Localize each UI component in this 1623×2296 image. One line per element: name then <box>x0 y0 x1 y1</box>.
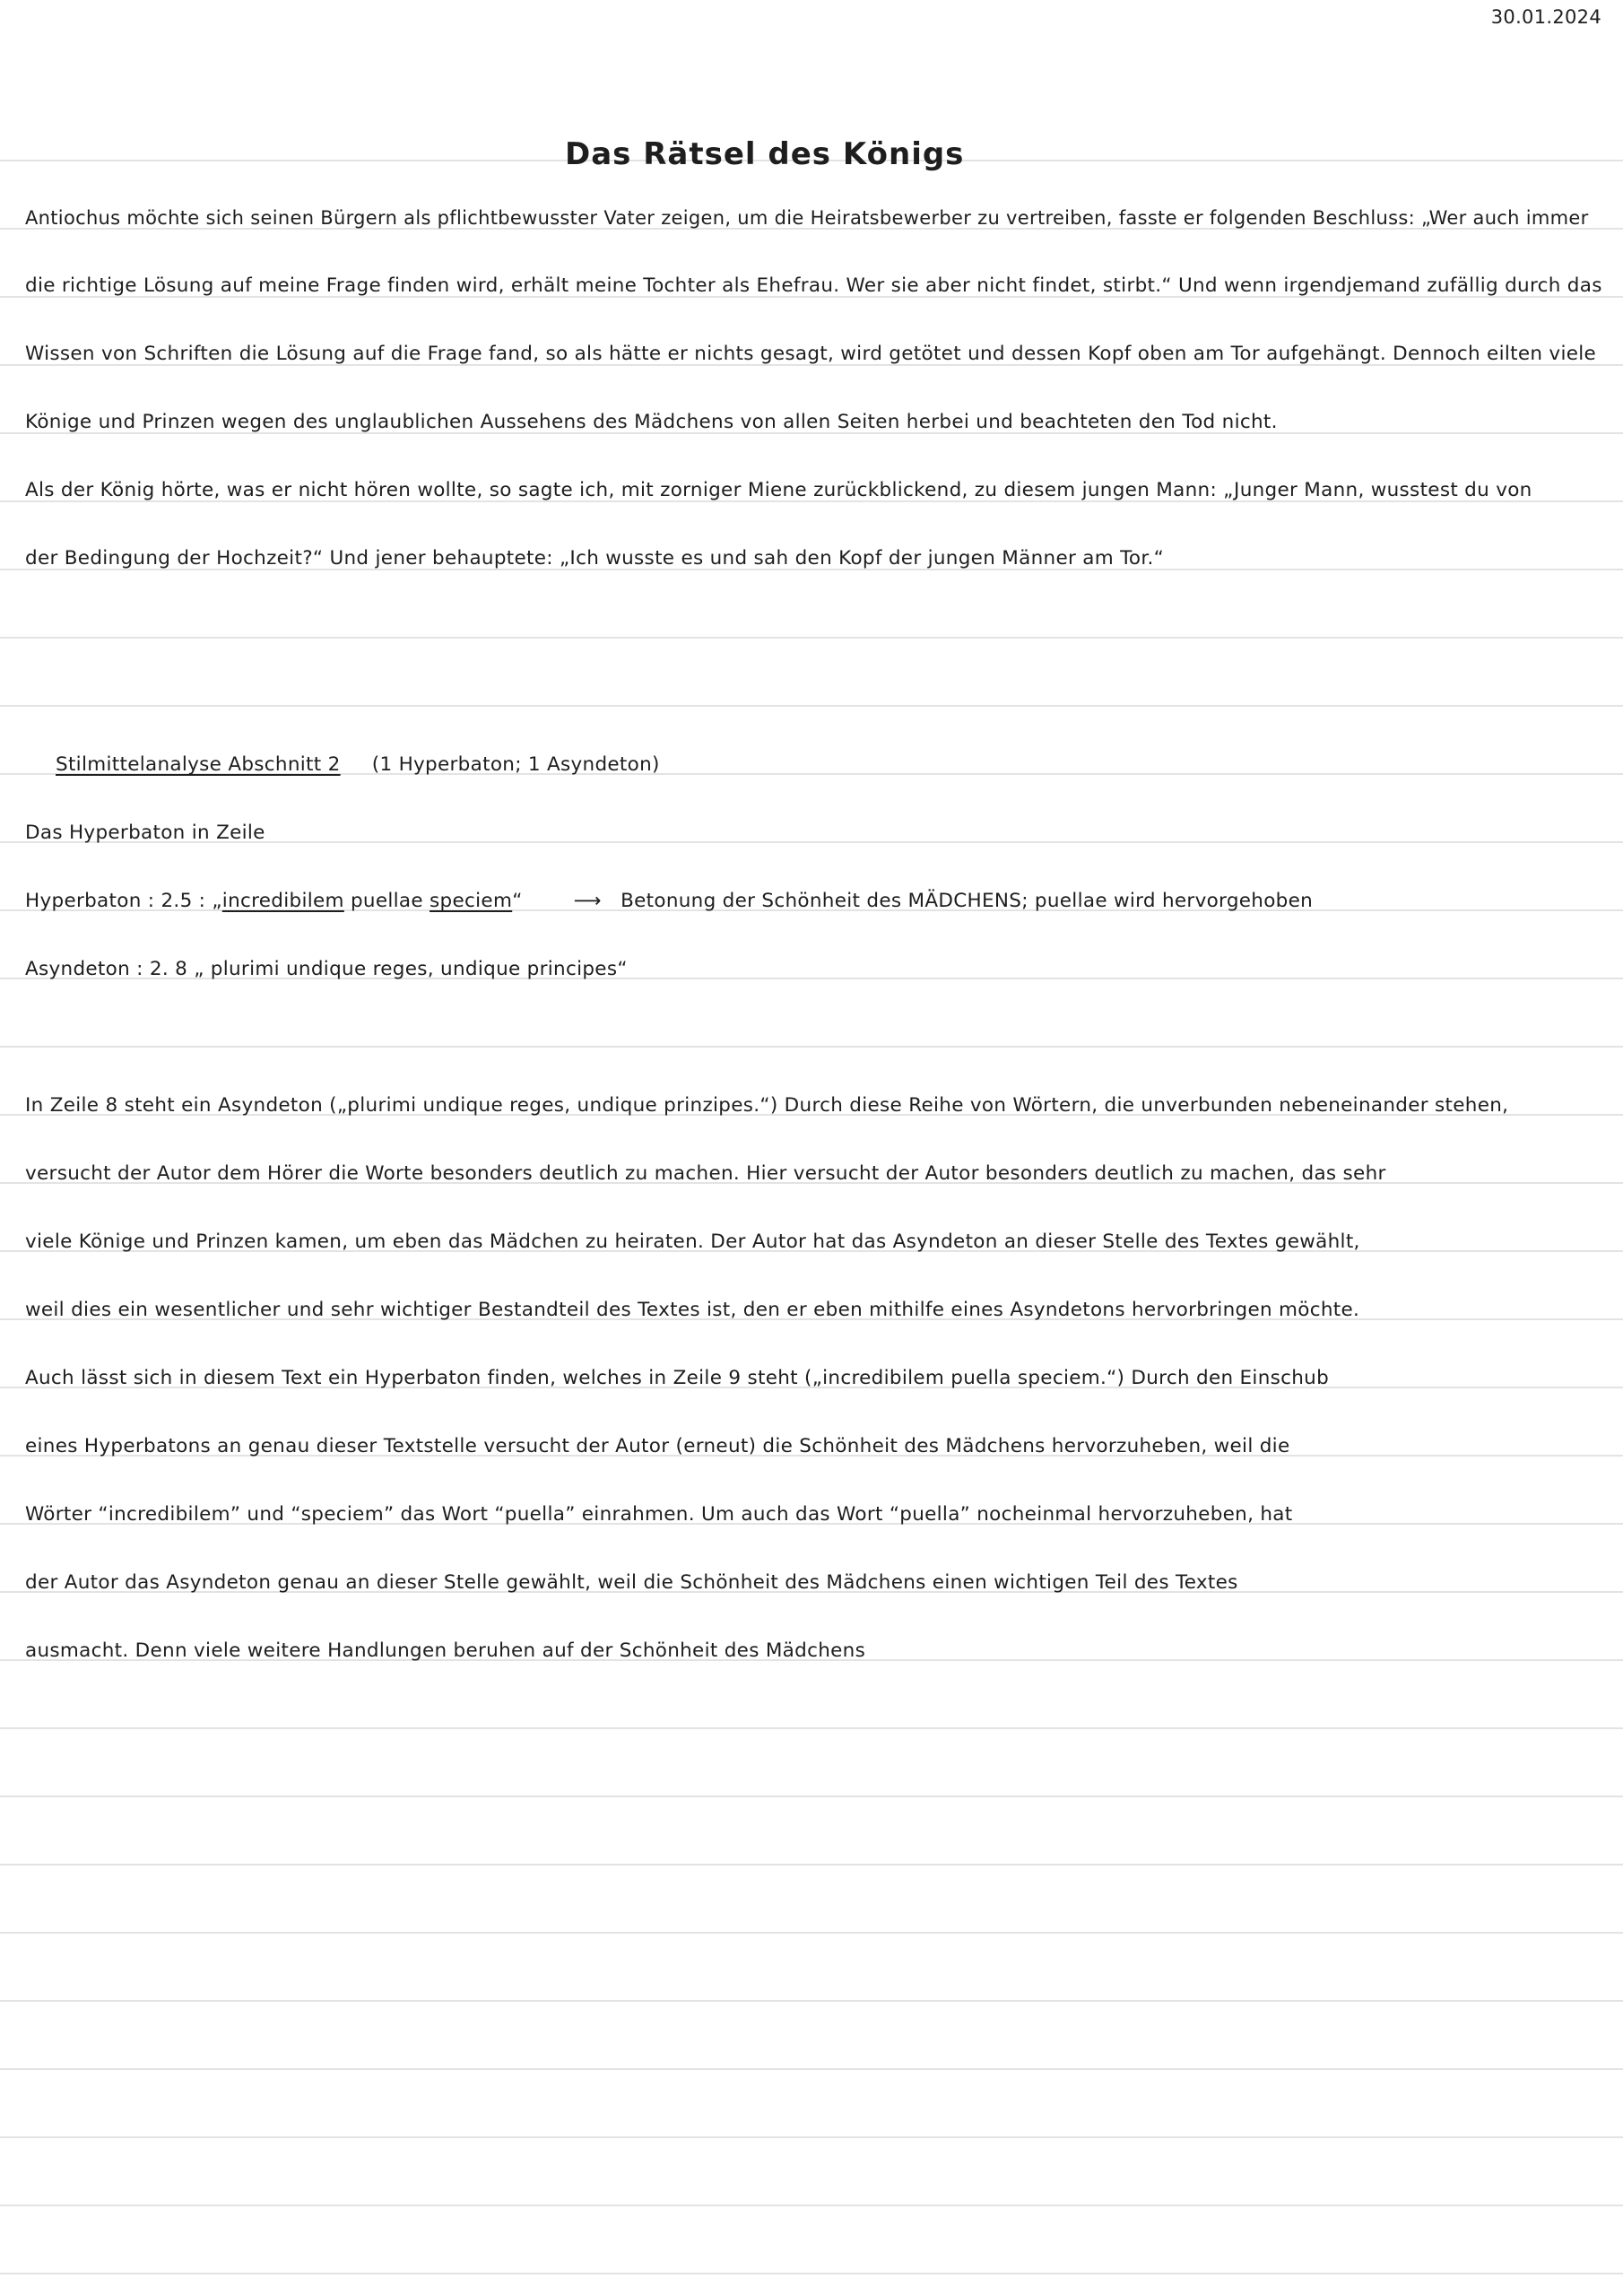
asyndeton-line: Asyndeton : 2. 8 „ plurimi undique reges, undique principes“ <box>25 958 628 980</box>
page-date: 30.01.2024 <box>1490 6 1601 28</box>
hyperbaton-effect: Betonung der Schönheit des MÄDCHENS; puellae wird hervorgehoben <box>621 890 1314 912</box>
hyperbaton-middle: puellae <box>343 890 430 912</box>
hyperbaton-line <box>25 888 1313 915</box>
essay-line: In Zeile 8 steht ein Asyndeton („plurimi undique reges, undique prinzipes.“) Durch diese Reihe von Wörtern, die unverbunden nebeneinander stehen, <box>25 1094 1509 1117</box>
essay-line: der Autor das Asyndeton genau an dieser Stelle gewählt, weil die Schönheit des Mädchens einen wichtigen Teil des Textes <box>25 1571 1238 1594</box>
translation-line: der Bedingung der Hochzeit?“ Und jener behauptete: „Ich wusste es und sah den Kopf der jungen Männer am Tor.“ <box>25 547 1165 570</box>
essay-line: versucht der Autor dem Hörer die Worte besonders deutlich zu machen. Hier versucht der Autor besonders deutlich zu machen, das sehr <box>25 1162 1386 1185</box>
subheading: Das Hyperbaton in Zeile <box>25 822 265 844</box>
translation-line: Antiochus möchte sich seinen Bürgern als pflichtbewusster Vater zeigen, um die Heiratsbewerber zu vertreiben, fasste er folgenden Beschluss: „Wer auch immer <box>25 207 1589 229</box>
translation-line: Könige und Prinzen wegen des unglaublichen Aussehens des Mädchens von allen Seiten herbei und beachteten den Tod nicht. <box>25 411 1278 433</box>
essay-line: eines Hyperbatons an genau dieser Textstelle versucht der Autor (erneut) die Schönheit des Mädchens hervorzuheben, weil die <box>25 1435 1290 1457</box>
essay-line: viele Könige und Prinzen kamen, um eben das Mädchen zu heiraten. Der Autor hat das Asyndeton an dieser Stelle des Textes gewählt, <box>25 1231 1360 1253</box>
essay-line: Wörter “incredibilem” und “speciem” das Wort “puella” einrahmen. Um auch das Wort “puella” nocheinmal hervorzuheben, hat <box>25 1503 1293 1526</box>
translation-line: die richtige Lösung auf meine Frage finden wird, erhält meine Tochter als Ehefrau. Wer sie aber nicht findet, stirbt.“ Und wenn irgendjemand zufällig durch das <box>25 274 1602 297</box>
hyperbaton-word-incredibilem: incredibilem <box>221 890 344 912</box>
essay-line: weil dies ein wesentlicher und sehr wichtiger Bestandteil des Textes ist, den er eben mithilfe eines Asyndetons hervorbringen möchte. <box>25 1299 1360 1321</box>
analysis-heading <box>56 752 660 778</box>
hyperbaton-word-speciem: speciem <box>430 890 513 912</box>
essay-line: Auch lässt sich in diesem Text ein Hyperbaton finden, welches in Zeile 9 steht („incredibilem puella speciem.“) Durch den Einschub <box>25 1367 1330 1389</box>
arrow-icon: ⟶ <box>573 890 602 912</box>
hyperbaton-prefix: Hyperbaton : 2.5 : „ <box>25 890 222 912</box>
translation-line: Wissen von Schriften die Lösung auf die Frage fand, so als hätte er nichts gesagt, wird getötet und dessen Kopf oben am Tor aufgehängt. Dennoch eilten viele <box>25 343 1597 365</box>
page-title: Das Rätsel des Königs <box>565 136 965 172</box>
translation-line: Als der König hörte, was er nicht hören wollte, so sagte ich, mit zorniger Miene zurückblickend, zu diesem jungen Mann: „Junger Mann, wusstest du von <box>25 479 1532 501</box>
analysis-heading-title: Stilmittelanalyse Abschnitt 2 <box>56 753 341 776</box>
essay-line: ausmacht. Denn viele weitere Handlungen beruhen auf der Schönheit des Mädchens <box>25 1639 866 1662</box>
analysis-heading-note: (1 Hyperbaton; 1 Asyndeton) <box>371 753 660 776</box>
hyperbaton-suffix: “ <box>512 890 523 912</box>
